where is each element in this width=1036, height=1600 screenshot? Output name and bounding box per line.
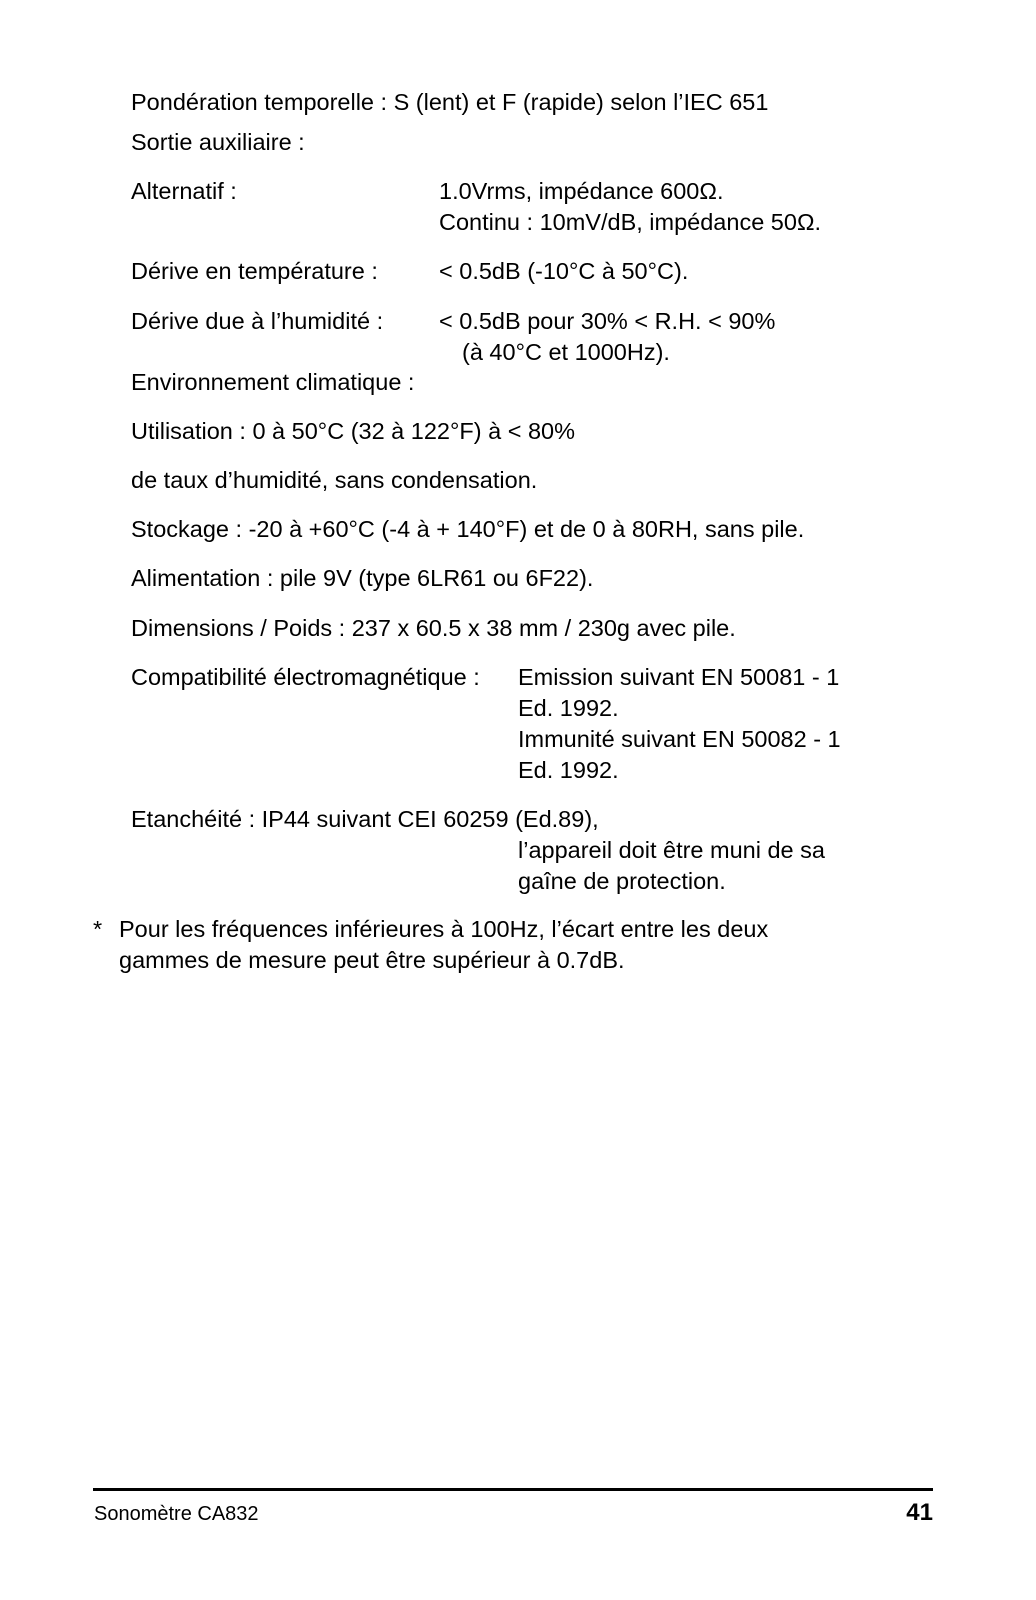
footnote-line-1: Pour les fréquences inférieures à 100Hz, l’écart entre les deux [119,916,769,942]
spec-stockage: Stockage : -20 à +60°C (-4 à + 140°F) et de 0 à 80RH, sans pile. [131,516,805,542]
spec-derive-temperature-label: Dérive en température : [131,258,378,284]
spec-etancheite-line-3: gaîne de protection. [518,868,726,894]
spec-cem-line-1: Emission suivant EN 50081 - 1 [518,664,840,690]
spec-alternatif-value: 1.0Vrms, impédance 600Ω. [439,178,724,204]
spec-derive-temperature-value: < 0.5dB (-10°C à 50°C). [439,258,689,284]
page-number: 41 [906,1499,933,1526]
spec-cem-line-2: Ed. 1992. [518,695,619,721]
spec-derive-humidite-label: Dérive due à l’humidité : [131,308,384,334]
footnote-marker: * [93,916,103,942]
spec-environnement: Environnement climatique : [131,369,415,395]
spec-sortie-auxiliaire: Sortie auxiliaire : [131,129,305,155]
spec-taux-humidite: de taux d’humidité, sans condensation. [131,467,538,493]
footnote-line-2: gammes de mesure peut être supérieur à 0.7dB. [119,947,625,973]
spec-cem-line-4: Ed. 1992. [518,757,619,783]
spec-ponderation: Pondération temporelle : S (lent) et F (rapide) selon l’IEC 651 [131,89,769,115]
spec-alimentation: Alimentation : pile 9V (type 6LR61 ou 6F22). [131,565,594,591]
spec-etancheite-line-2: l’appareil doit être muni de sa [518,837,825,863]
spec-cem-line-3: Immunité suivant EN 50082 - 1 [518,726,841,752]
spec-utilisation: Utilisation : 0 à 50°C (32 à 122°F) à < 80% [131,418,575,444]
spec-dimensions: Dimensions / Poids : 237 x 60.5 x 38 mm / 230g avec pile. [131,615,736,641]
footer-rule [93,1488,933,1491]
spec-cem-label: Compatibilité électromagnétique : [131,664,480,690]
spec-continu-value: Continu : 10mV/dB, impédance 50Ω. [439,209,822,235]
spec-etancheite: Etanchéité : IP44 suivant CEI 60259 (Ed.89), [131,806,599,832]
spec-derive-humidite-value-2: (à 40°C et 1000Hz). [462,339,670,365]
footer-title: Sonomètre CA832 [94,1503,259,1525]
spec-derive-humidite-value: < 0.5dB pour 30% < R.H. < 90% [439,308,776,334]
spec-alternatif-label: Alternatif : [131,178,237,204]
